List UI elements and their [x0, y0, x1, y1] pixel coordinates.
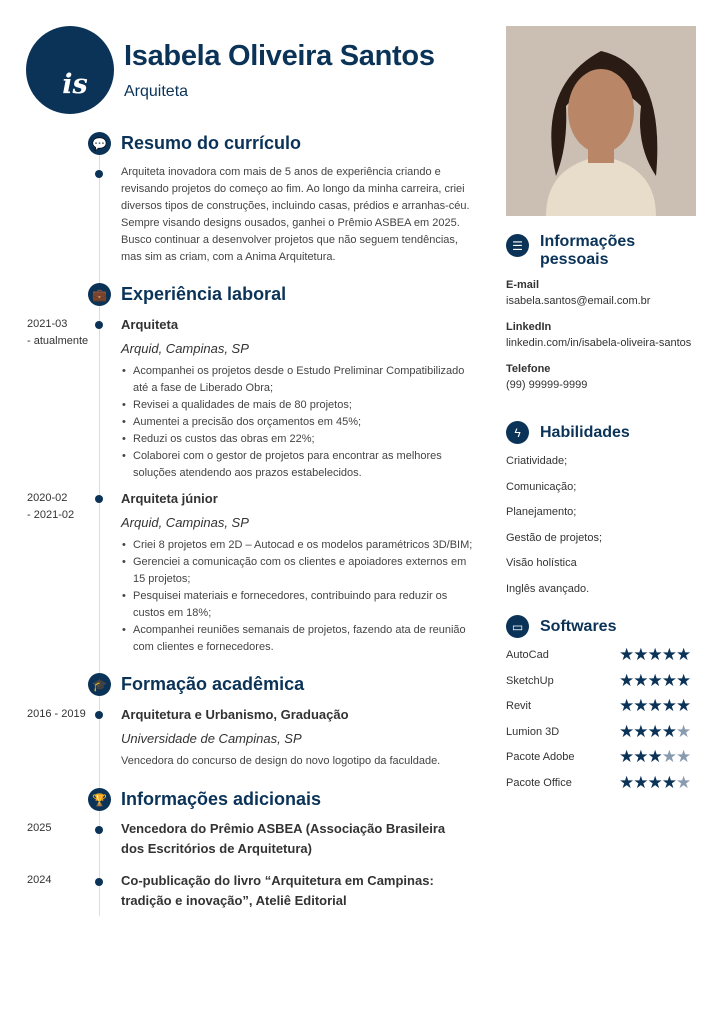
software-rating	[619, 774, 690, 791]
computer-icon: ▭	[506, 615, 529, 638]
timeline-dot	[95, 826, 103, 834]
skill-item: Planejamento;	[506, 506, 577, 518]
job-bullet: • Gerenciei a comunicação com os clientes e apoiadores externos em 15 projetos;	[121, 554, 476, 588]
education-note: Vencedora do concurso de design do novo logotipo da faculdade.	[121, 755, 441, 767]
timeline-dot	[95, 321, 103, 329]
linkedin-label: LinkedIn	[506, 321, 552, 333]
trophy-icon: 🏆	[88, 788, 111, 811]
star-filled-icon: ★	[661, 645, 676, 664]
skill-item: Criatividade;	[506, 455, 568, 467]
graduation-cap-icon: 🎓	[88, 673, 111, 696]
star-filled-icon: ★	[633, 696, 648, 715]
email-label: E-mail	[506, 279, 540, 291]
job-bullets	[121, 537, 476, 656]
software-rating	[619, 697, 690, 714]
software-name: Pacote Adobe	[506, 751, 575, 763]
skill-item: Comunicação;	[506, 480, 577, 493]
personal-heading: Informações pessoais	[540, 233, 636, 268]
star-filled-icon: ★	[619, 670, 634, 690]
job-bullet: • Criei 8 projetos em 2D – Autocad e os modelos paramétricos 3D/BIM;	[121, 537, 476, 554]
education-heading: Formação acadêmica	[121, 674, 305, 694]
candidate-name: Isabela Oliveira Santos	[124, 40, 435, 72]
star-empty-icon: ★	[676, 721, 691, 741]
education-school: Universidade de Campinas, SP	[121, 731, 302, 746]
monogram: is	[62, 69, 88, 100]
additional-item: Vencedora do Prêmio ASBEA (Associação Brasileira dos Escritórios de Arquitetura)	[121, 821, 446, 856]
job-bullet: • Aumentei a precisão dos orçamentos em 45%;	[121, 414, 476, 431]
timeline-dot	[95, 878, 103, 886]
star-empty-icon: ★	[676, 772, 691, 792]
email-value[interactable]: isabela.santos@email.com.br	[506, 295, 651, 307]
star-filled-icon: ★	[647, 696, 662, 715]
software-rating	[619, 748, 690, 765]
software-name: Lumion 3D	[506, 725, 560, 738]
software-name: Pacote Office	[506, 776, 572, 789]
education-date: 2016 - 2019	[27, 708, 86, 720]
candidate-role: Arquiteta	[124, 83, 189, 100]
monogram-avatar	[26, 26, 114, 114]
star-filled-icon: ★	[647, 772, 662, 792]
star-filled-icon: ★	[676, 645, 691, 664]
job-bullet: • Pesquisei materiais e fornecedores, contribuindo para reduzir os custos em 18%;	[121, 588, 476, 622]
list-icon: ☰	[506, 234, 529, 257]
additional-date: 2024	[27, 874, 52, 886]
star-filled-icon: ★	[633, 721, 648, 741]
star-filled-icon: ★	[647, 645, 662, 664]
star-filled-icon: ★	[661, 721, 676, 741]
job-bullet: • Colaborei com o gestor de projetos para encontrar as melhores soluções atendendo aos prazos estabelecidos.	[121, 448, 476, 482]
software-name: SketchUp	[506, 674, 554, 687]
timeline-dot	[95, 711, 103, 719]
summary-heading: Resumo do currículo	[121, 133, 302, 153]
briefcase-icon: 💼	[88, 283, 111, 306]
star-empty-icon: ★	[661, 747, 676, 766]
job-date: 2020-02 - 2021-02	[27, 492, 75, 521]
skill-item: Visão holística	[506, 557, 577, 569]
star-filled-icon: ★	[661, 696, 676, 715]
additional-item: Co-publicação do livro “Arquitetura em Campinas: tradição e inovação”, Ateliê Editorial	[121, 873, 434, 908]
summary-text: Arquiteta inovadora com mais de 5 anos de experiência criando e revisando projetos do começo ao fim. Ao longo da minha carreira, criei diversos tipos de construções, incluindo casas, prédios e arranhas-céu. Sempre visando designs ousados, ganhei o Prêmio ASBEA em 2025. Busco continuar a desenvolver projetos que não seguem tendências, mas sim as criam, com a Anima Arquitetura.	[121, 166, 470, 263]
job-title: Arquiteta júnior	[121, 491, 218, 506]
timeline-dot	[95, 170, 103, 178]
education-degree: Arquitetura e Urbanismo, Graduação	[121, 707, 349, 722]
job-date: 2021-03 - atualmente	[27, 318, 89, 347]
star-filled-icon: ★	[619, 645, 634, 664]
software-rating	[619, 646, 690, 663]
star-filled-icon: ★	[647, 670, 662, 690]
additional-date: 2025	[27, 822, 52, 834]
additional-heading: Informações adicionais	[121, 789, 322, 809]
star-filled-icon: ★	[619, 772, 634, 792]
job-company: Arquid, Campinas, SP	[121, 515, 249, 530]
star-filled-icon: ★	[619, 696, 634, 715]
star-filled-icon: ★	[647, 747, 662, 766]
job-bullet: • Revisei a qualidades de mais de 80 projetos;	[121, 397, 476, 414]
star-filled-icon: ★	[633, 670, 648, 690]
software-rating	[619, 723, 690, 740]
star-filled-icon: ★	[676, 670, 691, 690]
experience-heading: Experiência laboral	[121, 284, 287, 304]
software-heading: Softwares	[540, 618, 617, 635]
star-filled-icon: ★	[633, 772, 648, 792]
profile-photo	[506, 26, 696, 216]
star-filled-icon: ★	[619, 721, 634, 741]
job-company: Arquid, Campinas, SP	[121, 341, 249, 356]
phone-label: Telefone	[506, 363, 551, 375]
star-filled-icon: ★	[661, 670, 676, 690]
lightning-icon: ϟ	[506, 421, 529, 444]
skills-heading: Habilidades	[540, 424, 630, 441]
software-name: AutoCad	[506, 649, 549, 661]
star-filled-icon: ★	[619, 747, 634, 766]
skill-item: Inglês avançado.	[506, 582, 590, 595]
star-filled-icon: ★	[661, 772, 676, 792]
linkedin-value[interactable]: linkedin.com/in/isabela-oliveira-santos	[506, 337, 692, 349]
job-bullet: • Acompanhei reuniões semanais de projetos, fazendo ata de reunião com clientes e fornecedores.	[121, 622, 476, 656]
star-filled-icon: ★	[647, 721, 662, 741]
star-filled-icon: ★	[633, 747, 648, 766]
job-bullet: • Acompanhei os projetos desde o Estudo Preliminar Compatibilizado até a fase de Liberado Obra;	[121, 363, 476, 397]
star-empty-icon: ★	[676, 747, 691, 766]
timeline-dot	[95, 495, 103, 503]
speech-bubble-icon: 💬	[88, 132, 111, 155]
star-filled-icon: ★	[676, 696, 691, 715]
job-bullet: • Reduzi os custos das obras em 22%;	[121, 431, 476, 448]
job-bullets	[121, 363, 476, 482]
star-filled-icon: ★	[633, 645, 648, 664]
software-rating	[619, 672, 690, 689]
phone-value: (99) 99999-9999	[506, 379, 588, 391]
software-name: Revit	[506, 700, 532, 712]
job-title: Arquiteta	[121, 317, 179, 332]
skill-item: Gestão de projetos;	[506, 531, 603, 544]
